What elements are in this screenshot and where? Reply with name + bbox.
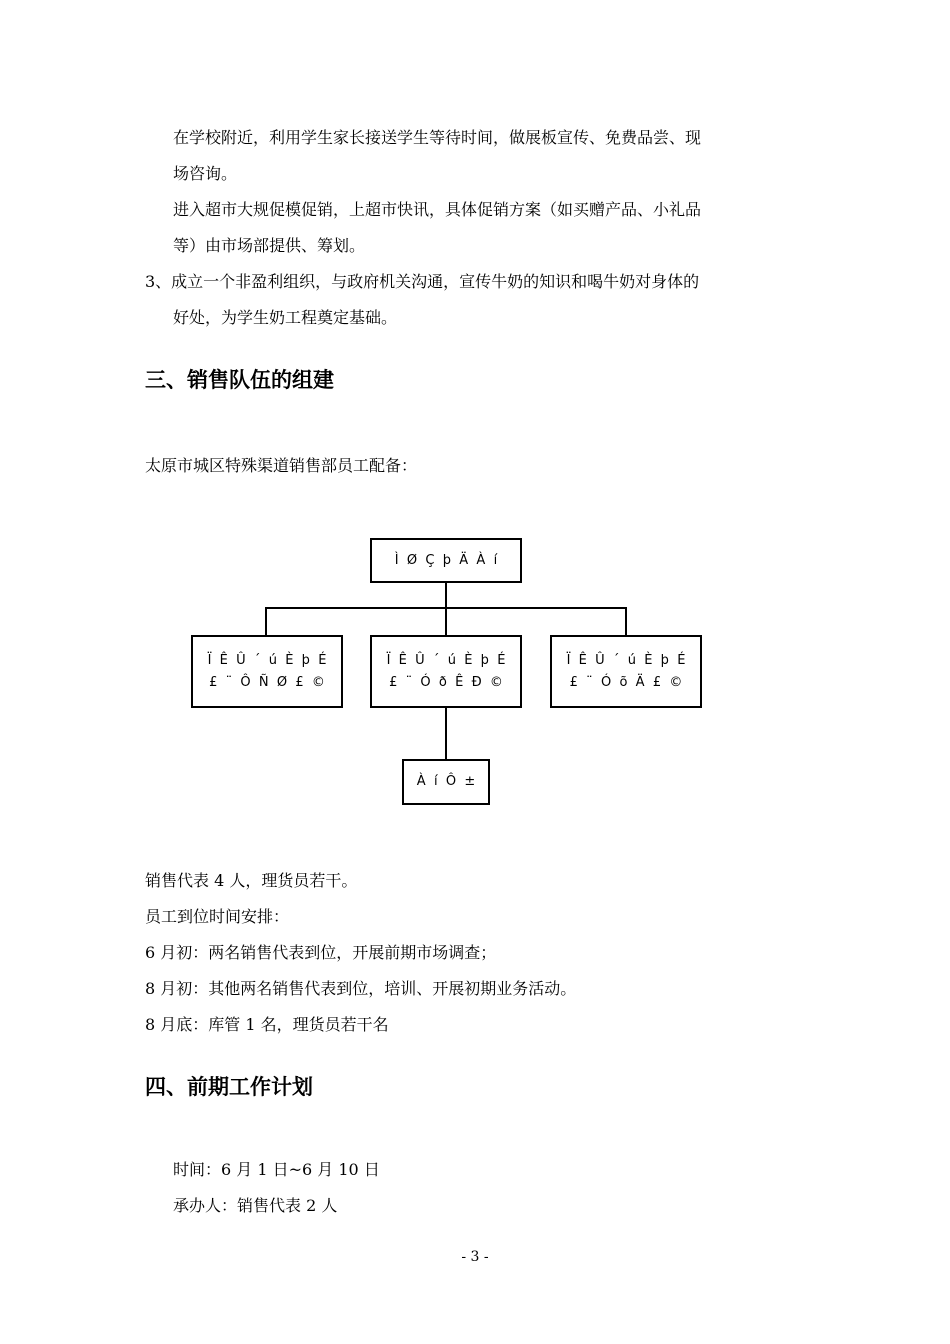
paragraph-nonprofit-line1: 3、成立一个非盈利组织，与政府机关沟通，宣传牛奶的知识和喝牛奶对身体的 [145, 272, 700, 291]
paragraph-supermarket-line1: 进入超市大规促模促销，上超市快讯，具体促销方案（如买赠产品、小礼品 [173, 200, 702, 219]
plan-owner: 承办人：销售代表 2 人 [173, 1196, 338, 1215]
paragraph-school-line1: 在学校附近，利用学生家长接送学生等待时间，做展板宣传、免费品尝、现 [173, 128, 702, 147]
org-box-right [550, 635, 702, 708]
org-box-left-line1: Ï Ê Û ´ ú È þ É [207, 652, 327, 668]
org-box-bottom-label: À í Ô ± [416, 774, 476, 789]
connector-top-vertical [445, 583, 447, 608]
staff-line-august-start: 8 月初：其他两名销售代表到位，培训、开展初期业务活动。 [145, 979, 577, 998]
org-box-right-line1: Ï Ê Û ´ ú È þ É [566, 652, 686, 668]
plan-time: 时间：6 月 1 日~6 月 10 日 [173, 1160, 380, 1179]
staff-line-june: 6 月初：两名销售代表到位，开展前期市场调查； [145, 943, 497, 962]
paragraph-supermarket-line2: 等）由市场部提供、筹划。 [173, 236, 366, 255]
staff-line-schedule-title: 员工到位时间安排： [145, 907, 290, 926]
section-heading-work-plan: 四、前期工作计划 [145, 1075, 313, 1099]
paragraph-nonprofit-line2: 好处，为学生奶工程奠定基础。 [173, 308, 398, 327]
page-number: - 3 - [461, 1249, 489, 1265]
paragraph-school-line2: 场咨询。 [173, 164, 238, 183]
section-heading-sales-team: 三、销售队伍的组建 [145, 368, 334, 392]
org-box-middle-line2: £ ¨ Ó ð Ê Ð © [389, 674, 503, 690]
connector-left-drop [265, 607, 267, 636]
org-box-top [370, 538, 522, 583]
org-box-middle-line1: Ï Ê Û ´ ú È þ É [386, 652, 506, 668]
connector-mid-drop [445, 607, 447, 636]
org-box-left-line2: £ ¨ Ô Ñ Ø £ © [209, 674, 325, 690]
connector-right-drop [625, 607, 627, 636]
connector-bottom-vertical [445, 708, 447, 760]
org-box-right-line2: £ ¨ Ó õ Ä £ © [569, 674, 683, 690]
org-box-middle [370, 635, 522, 708]
org-box-bottom [402, 759, 490, 805]
staff-line-august-end: 8 月底：库管 1 名，理货员若干名 [145, 1015, 389, 1034]
staffing-intro: 太原市城区特殊渠道销售部员工配备： [145, 456, 418, 475]
staff-line-sales-reps: 销售代表 4 人，理货员若干。 [145, 871, 358, 890]
org-box-top-label: Ì Ø Ç þ Ä À í [394, 552, 498, 568]
org-box-left [191, 635, 343, 708]
